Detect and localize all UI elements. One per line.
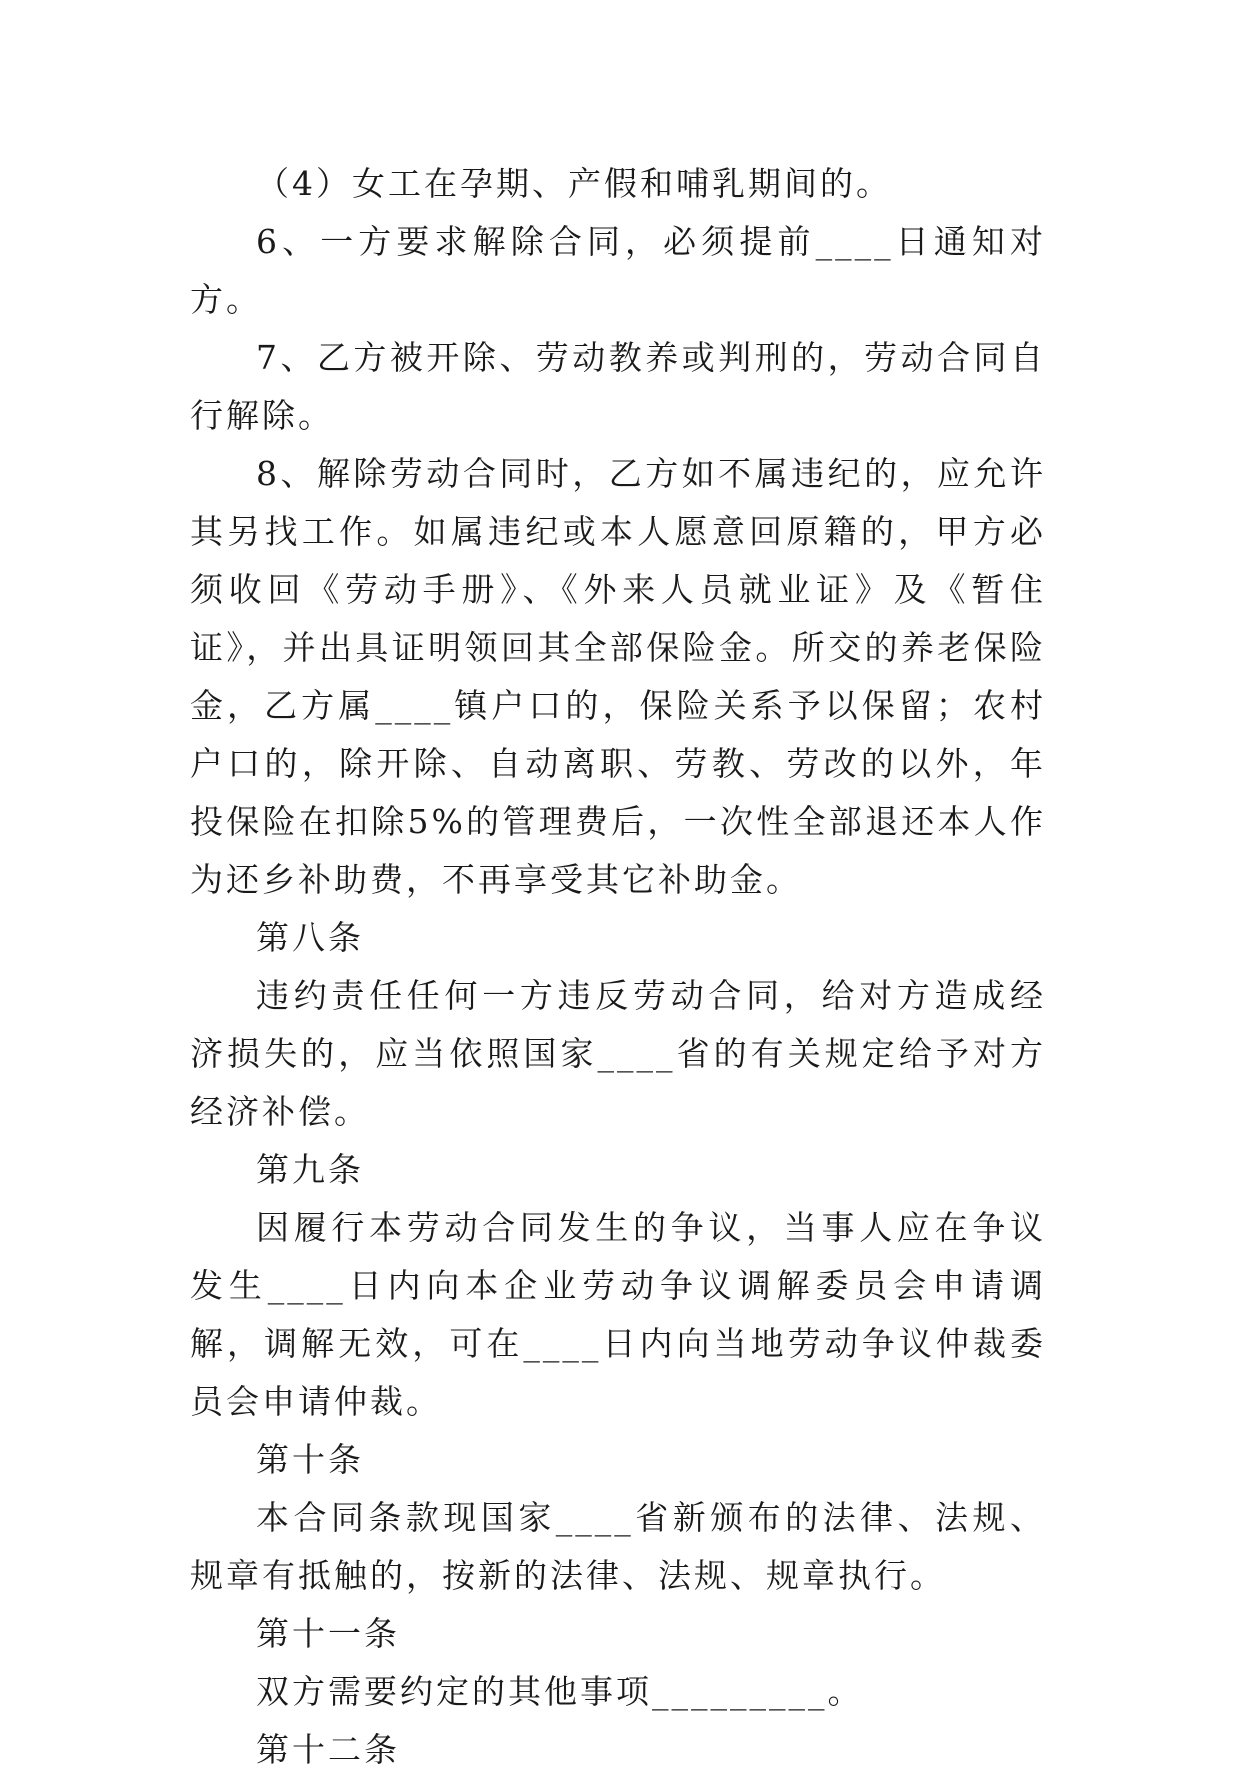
article-8-heading: 第八条 [256, 918, 364, 957]
clause-item-4: （4）女工在孕期、产假和哺乳期间的。 [256, 164, 892, 203]
article-11-body: 双方需要约定的其他事项_________。 [256, 1672, 864, 1711]
clause-item-7: 7、乙方被开除、劳动教养或判刑的，劳动合同自行解除。 [190, 338, 1046, 435]
clause-item-6: 6、一方要求解除合同，必须提前____日通知对方。 [190, 222, 1046, 319]
article-12-heading: 第十二条 [256, 1730, 400, 1769]
article-10-body: 本合同条款现国家____省新颁布的法律、法规、规章有抵触的，按新的法律、法规、规章执行。 [190, 1498, 1046, 1595]
article-9-heading: 第九条 [256, 1150, 364, 1189]
clause-item-8: 8、解除劳动合同时，乙方如不属违纪的，应允许其另找工作。如属违纪或本人愿意回原籍的，甲方必须收回《劳动手册》、《外来人员就业证》及《暂住证》，并出具证明领回其全部保险金。所交的养老保险金，乙方属____镇户口的，保险关系予以保留；农村户口的，除开除、自动离职、劳教、劳改的以外，年投保险在扣除5%的管理费后，一次性全部退还本人作为还乡补助费，不再享受其它补助金。 [190, 454, 1046, 899]
article-8-body: 违约责任任何一方违反劳动合同，给对方造成经济损失的，应当依照国家____省的有关规定给予对方经济补偿。 [190, 976, 1046, 1131]
article-11-heading: 第十一条 [256, 1614, 400, 1653]
article-10-heading: 第十条 [256, 1440, 364, 1479]
document-body [190, 155, 1046, 1779]
article-9-body: 因履行本劳动合同发生的争议，当事人应在争议发生____日内向本企业劳动争议调解委员会申请调解，调解无效，可在____日内向当地劳动争议仲裁委员会申请仲裁。 [190, 1208, 1046, 1421]
